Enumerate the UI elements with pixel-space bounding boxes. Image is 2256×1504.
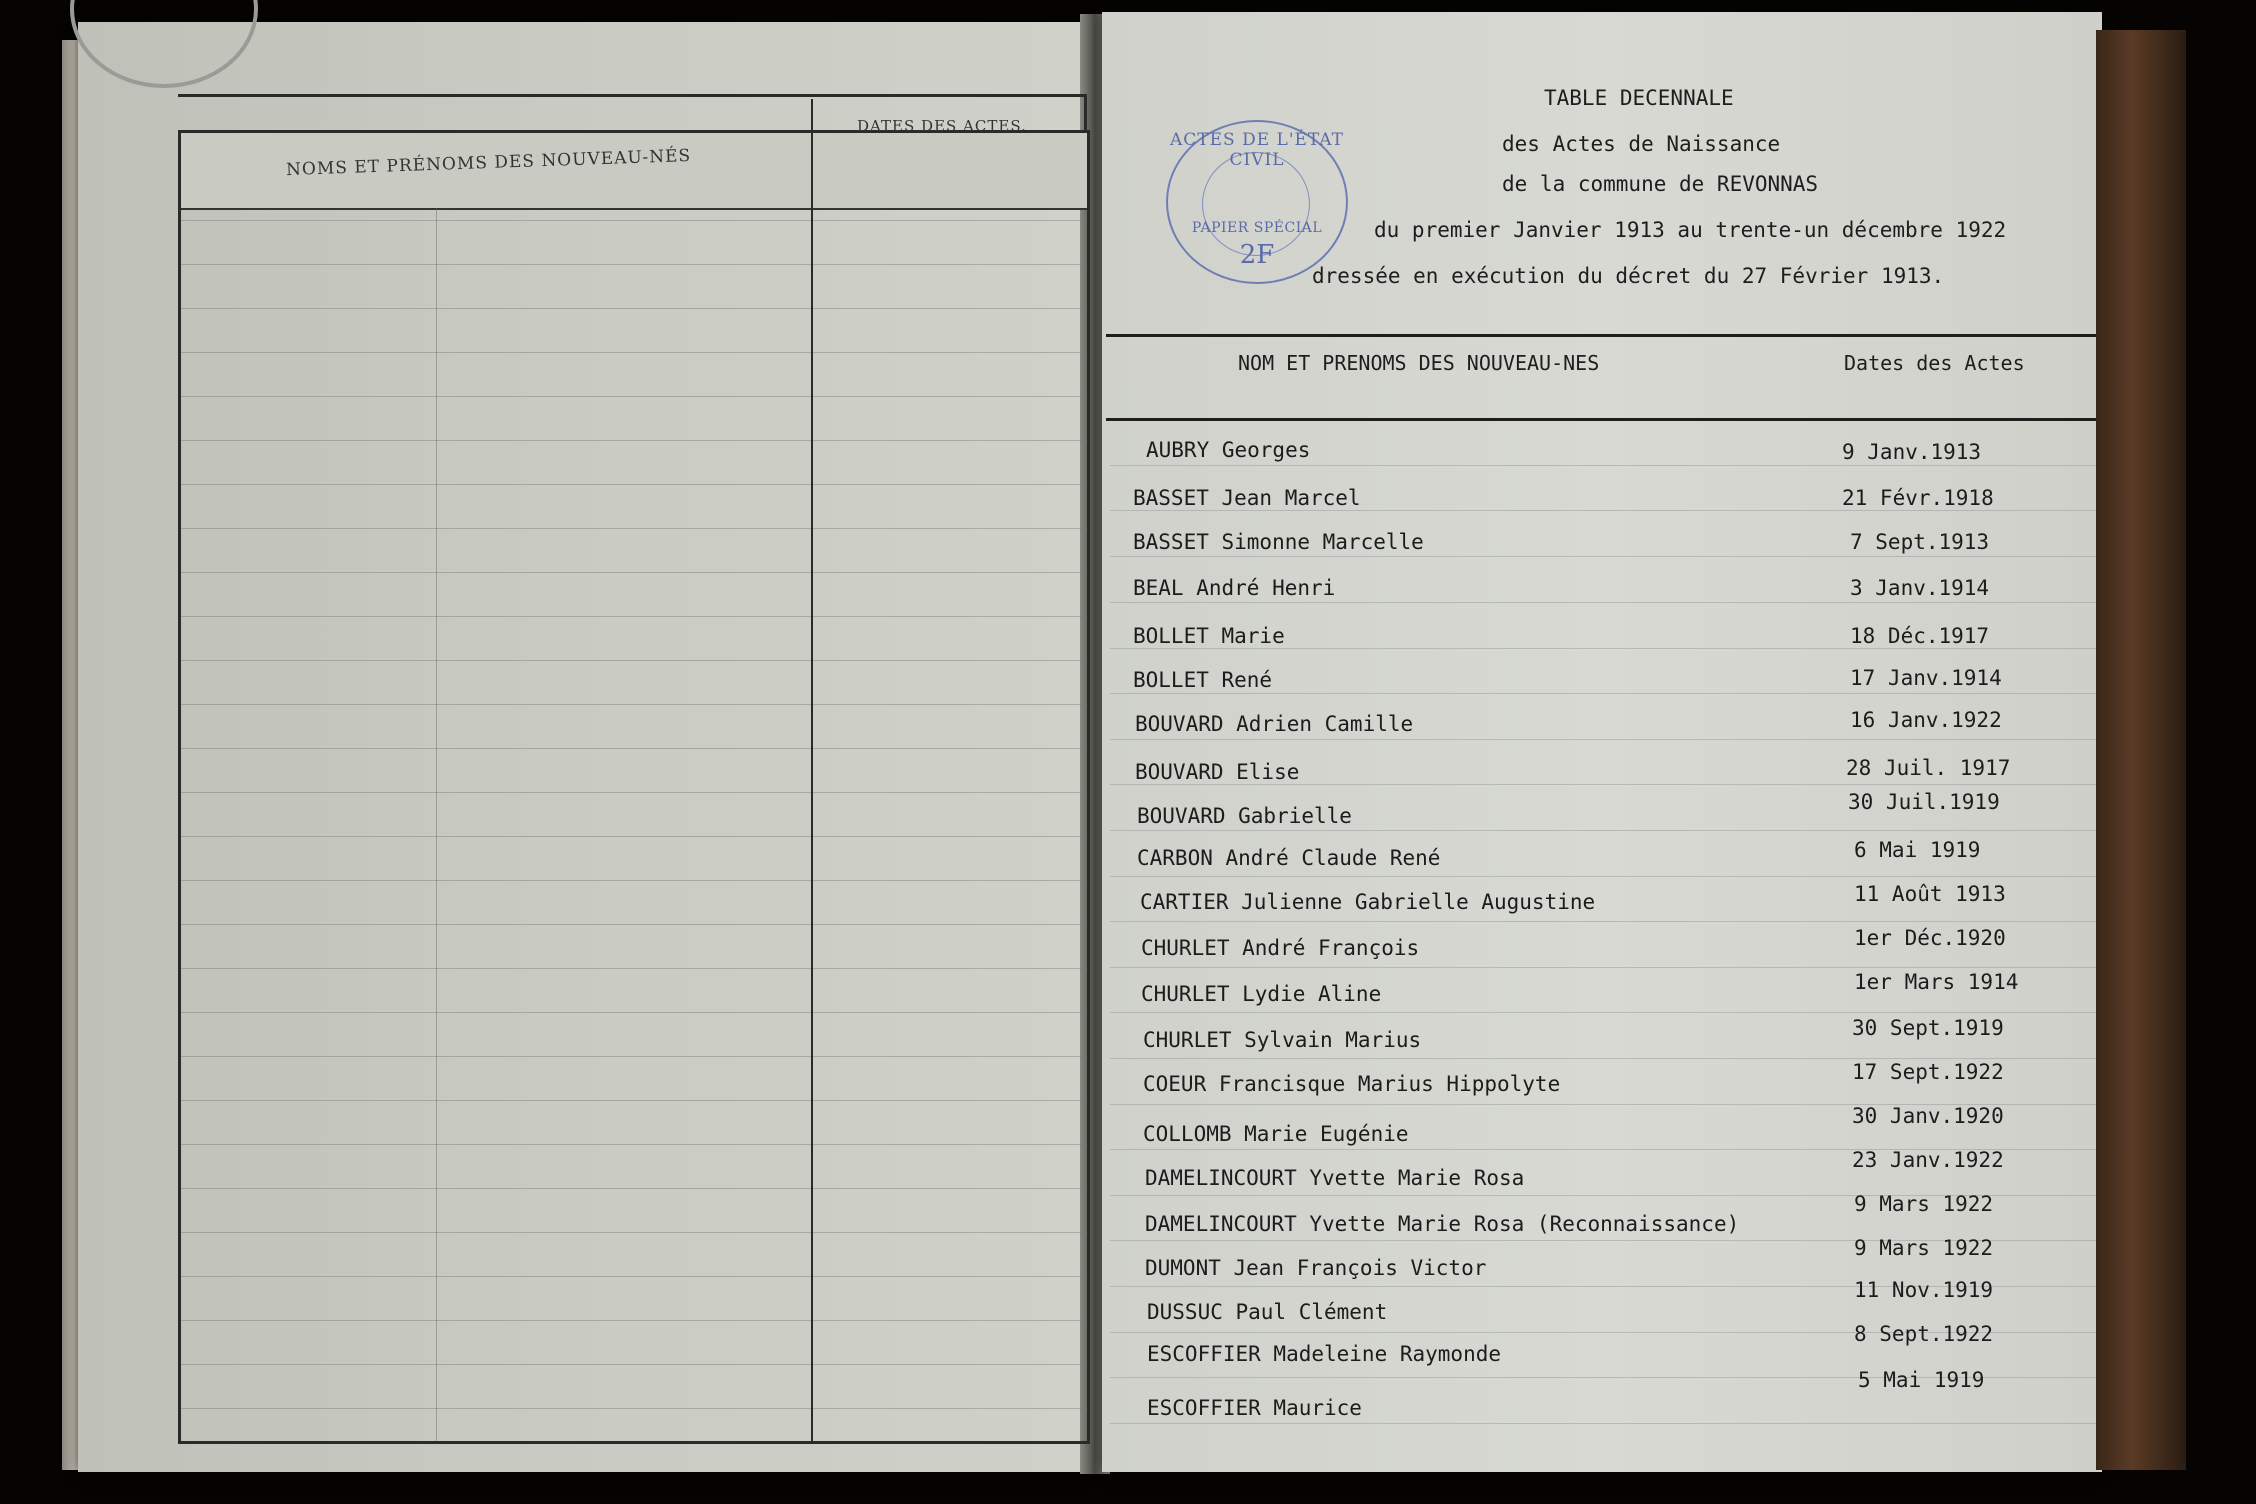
ledger-grid: [178, 117, 1090, 1444]
entry-date: 16 Janv.1922: [1850, 708, 2002, 732]
entry-name: DAMELINCOURT Yvette Marie Rosa (Reconnaissance): [1145, 1212, 1740, 1236]
ledger-header-dates: DATES DES ACTES.: [857, 117, 1027, 135]
civil-status-stamp: [1166, 120, 1348, 284]
entry-name: AUBRY Georges: [1146, 438, 1311, 462]
ruled-line: [1110, 1058, 2096, 1059]
ledger-header-names: NOMS ET PRÉNOMS DES NOUVEAU-NÉS: [285, 145, 692, 181]
ledger-header: [181, 117, 1087, 210]
entry-date: 18 Déc.1917: [1850, 624, 1990, 648]
entry-date: 11 Août 1913: [1854, 882, 2006, 906]
ledger-inner-rule: [436, 208, 437, 1441]
entry-date: 21 Févr.1918: [1842, 486, 1994, 510]
entry-date: 8 Sept.1922: [1854, 1322, 1994, 1346]
entry-name: BASSET Simonne Marcelle: [1133, 530, 1424, 554]
entry-date: 9 Mars 1922: [1854, 1236, 1994, 1260]
entry-date: 23 Janv.1922: [1852, 1148, 2004, 1172]
ruled-line: [1110, 648, 2096, 649]
stamp-arc-text: ACTES DE L'ÉTAT CIVIL: [1170, 130, 1344, 170]
entry-name: CHURLET André François: [1141, 936, 1420, 960]
entry-name: CARTIER Julienne Gabrielle Augustine: [1140, 890, 1596, 914]
entry-name: BOLLET Marie: [1133, 624, 1285, 648]
entry-name: CHURLET Sylvain Marius: [1143, 1028, 1422, 1052]
entry-name: COLLOMB Marie Eugénie: [1143, 1122, 1409, 1146]
entry-date: 9 Janv.1913: [1842, 440, 1982, 464]
entry-name: BOUVARD Adrien Camille: [1135, 712, 1414, 736]
entry-date: 1er Mars 1914: [1854, 970, 2019, 994]
entry-name: COEUR Francisque Marius Hippolyte: [1143, 1072, 1561, 1096]
entry-date: 9 Mars 1922: [1854, 1192, 1994, 1216]
column-header-dates: Dates des Actes: [1844, 351, 2025, 375]
entry-date: 1er Déc.1920: [1854, 926, 2006, 950]
entry-name: ESCOFFIER Madeleine Raymonde: [1147, 1342, 1502, 1366]
entry-date: 5 Mai 1919: [1858, 1368, 1985, 1392]
header-rule-bottom: [1106, 418, 2096, 421]
ledger-column-divider: [811, 99, 813, 1444]
entry-name: BOUVARD Gabrielle: [1137, 804, 1352, 828]
header-line-4: dressée en exécution du décret du 27 Février 1913.: [1312, 264, 1945, 288]
ruled-line: [1110, 602, 2096, 603]
ruled-line: [1110, 921, 2096, 922]
ruled-line: [1110, 465, 2096, 466]
entry-date: 17 Janv.1914: [1850, 666, 2002, 690]
ruled-line: [1110, 1012, 2096, 1013]
entry-name: CHURLET Lydie Aline: [1141, 982, 1382, 1006]
entry-date: 17 Sept.1922: [1852, 1060, 2004, 1084]
entry-name: CARBON André Claude René: [1137, 846, 1441, 870]
stamp-label: PAPIER SPÉCIAL: [1191, 220, 1323, 236]
ruled-line: [1110, 967, 2096, 968]
entry-name: DAMELINCOURT Yvette Marie Rosa: [1145, 1166, 1525, 1190]
header-line-1: des Actes de Naissance: [1502, 132, 1781, 156]
entry-date: 7 Sept.1913: [1850, 530, 1990, 554]
entry-date: 3 Janv.1914: [1850, 576, 1990, 600]
entry-date: 30 Sept.1919: [1852, 1016, 2004, 1040]
header-line-3: du premier Janvier 1913 au trente-un décembre 1922: [1374, 218, 2007, 242]
header-rule-top: [1106, 334, 2096, 337]
entry-name: DUMONT Jean François Victor: [1145, 1256, 1487, 1280]
ruled-line: [1110, 693, 2096, 694]
entry-date: 6 Mai 1919: [1854, 838, 1981, 862]
entry-name: BASSET Jean Marcel: [1133, 486, 1361, 510]
ruled-line: [1110, 784, 2096, 785]
entry-name: BEAL André Henri: [1133, 576, 1336, 600]
ruled-line: [1110, 510, 2096, 511]
entry-date: 11 Nov.1919: [1854, 1278, 1994, 1302]
stamp-value: 2F: [1239, 240, 1275, 270]
column-header-names: NOM ET PRENOMS DES NOUVEAU-NES: [1238, 351, 1600, 375]
ruled-line: [1110, 876, 2096, 877]
ruled-line: [1110, 739, 2096, 740]
entry-name: ESCOFFIER Maurice: [1147, 1396, 1362, 1420]
ruled-line: [1110, 1423, 2096, 1424]
entry-date: 30 Juil.1919: [1848, 790, 2000, 814]
table-title: TABLE DECENNALE: [1544, 86, 1734, 110]
header-line-2: de la commune de REVONNAS: [1502, 172, 1819, 196]
ruled-line: [1110, 830, 2096, 831]
book-cover-edge: [2096, 30, 2186, 1470]
entry-name: BOUVARD Elise: [1135, 760, 1300, 784]
entry-date: 28 Juil. 1917: [1846, 756, 2011, 780]
entry-date: 30 Janv.1920: [1852, 1104, 2004, 1128]
entry-name: BOLLET René: [1133, 668, 1273, 692]
entry-name: DUSSUC Paul Clément: [1147, 1300, 1388, 1324]
ruled-line: [1110, 556, 2096, 557]
